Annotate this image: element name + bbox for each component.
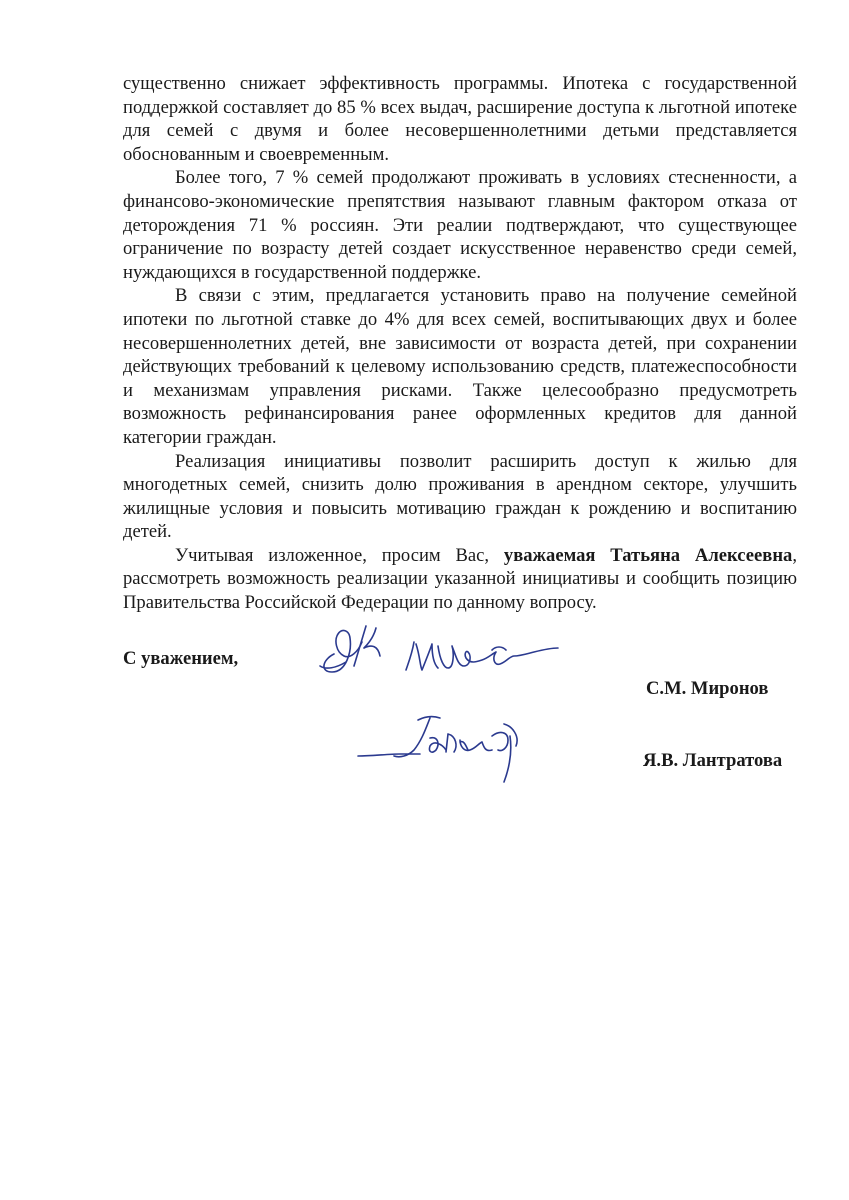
- letter-body: [123, 72, 797, 615]
- closing-phrase: С уважением,: [123, 648, 239, 669]
- signature-lantratova: [352, 706, 552, 792]
- signer-name-mironov: С.М. Миронов: [646, 678, 769, 699]
- addressee-name: уважаемая Татьяна Алексеевна: [503, 544, 793, 566]
- signer-name-lantratova: Я.В. Лантратова: [643, 750, 783, 771]
- paragraph-expected-effects: [123, 450, 797, 544]
- paragraph-request: [123, 544, 797, 615]
- paragraph-program-efficiency: существенно снижает эффективность программы. Ипотека с государственной поддержкой составляет до 85 % всех выдач, расширение доступа к льготной ипотеке для семей с двумя и более несовершеннолетними детьми представляется обоснованным и своевременным.: [123, 73, 797, 165]
- paragraph-housing-conditions: Более того, 7 % семей продолжают проживать в условиях стесненности, а финансово-экономические препятствия называют главным фактором отказа от деторождения 71 % россиян. Эти реалии подтверждают, что существующее ограничение по возрасту детей создает искусственное неравенство среди семей, нуждающихся в государственной поддержке.: [123, 167, 797, 283]
- request-text-before: Учитывая изложенное, просим Вас,: [175, 544, 504, 566]
- paragraph-proposal: В связи с этим, предлагается установить право на получение семейной ипотеки по льготной ставке до 4% для всех семей, воспитывающих двух и более несовершеннолетних детей, вне зависимости от возраста детей, при сохранении действующих требований к целевому использованию средств, платежеспособности и механизмам управления рисками. Также целесообразно предусмотреть возможность рефинансирования ранее оформленных кредитов для данной категории граждан.: [123, 285, 797, 448]
- paragraph-expected-effects-text: Реализация инициативы позволит расширить доступ к жилью для многодетных семей, снизить долю проживания в арендном секторе, улучшить жилищные условия и повысить мотивацию граждан к рождению и воспитанию детей.: [123, 450, 797, 543]
- request-text-after: , рассмотреть возможность реализации указанной инициативы и сообщить позицию Правительства Российской Федерации по данному вопросу.: [123, 544, 797, 614]
- signature-mironov: [316, 612, 606, 682]
